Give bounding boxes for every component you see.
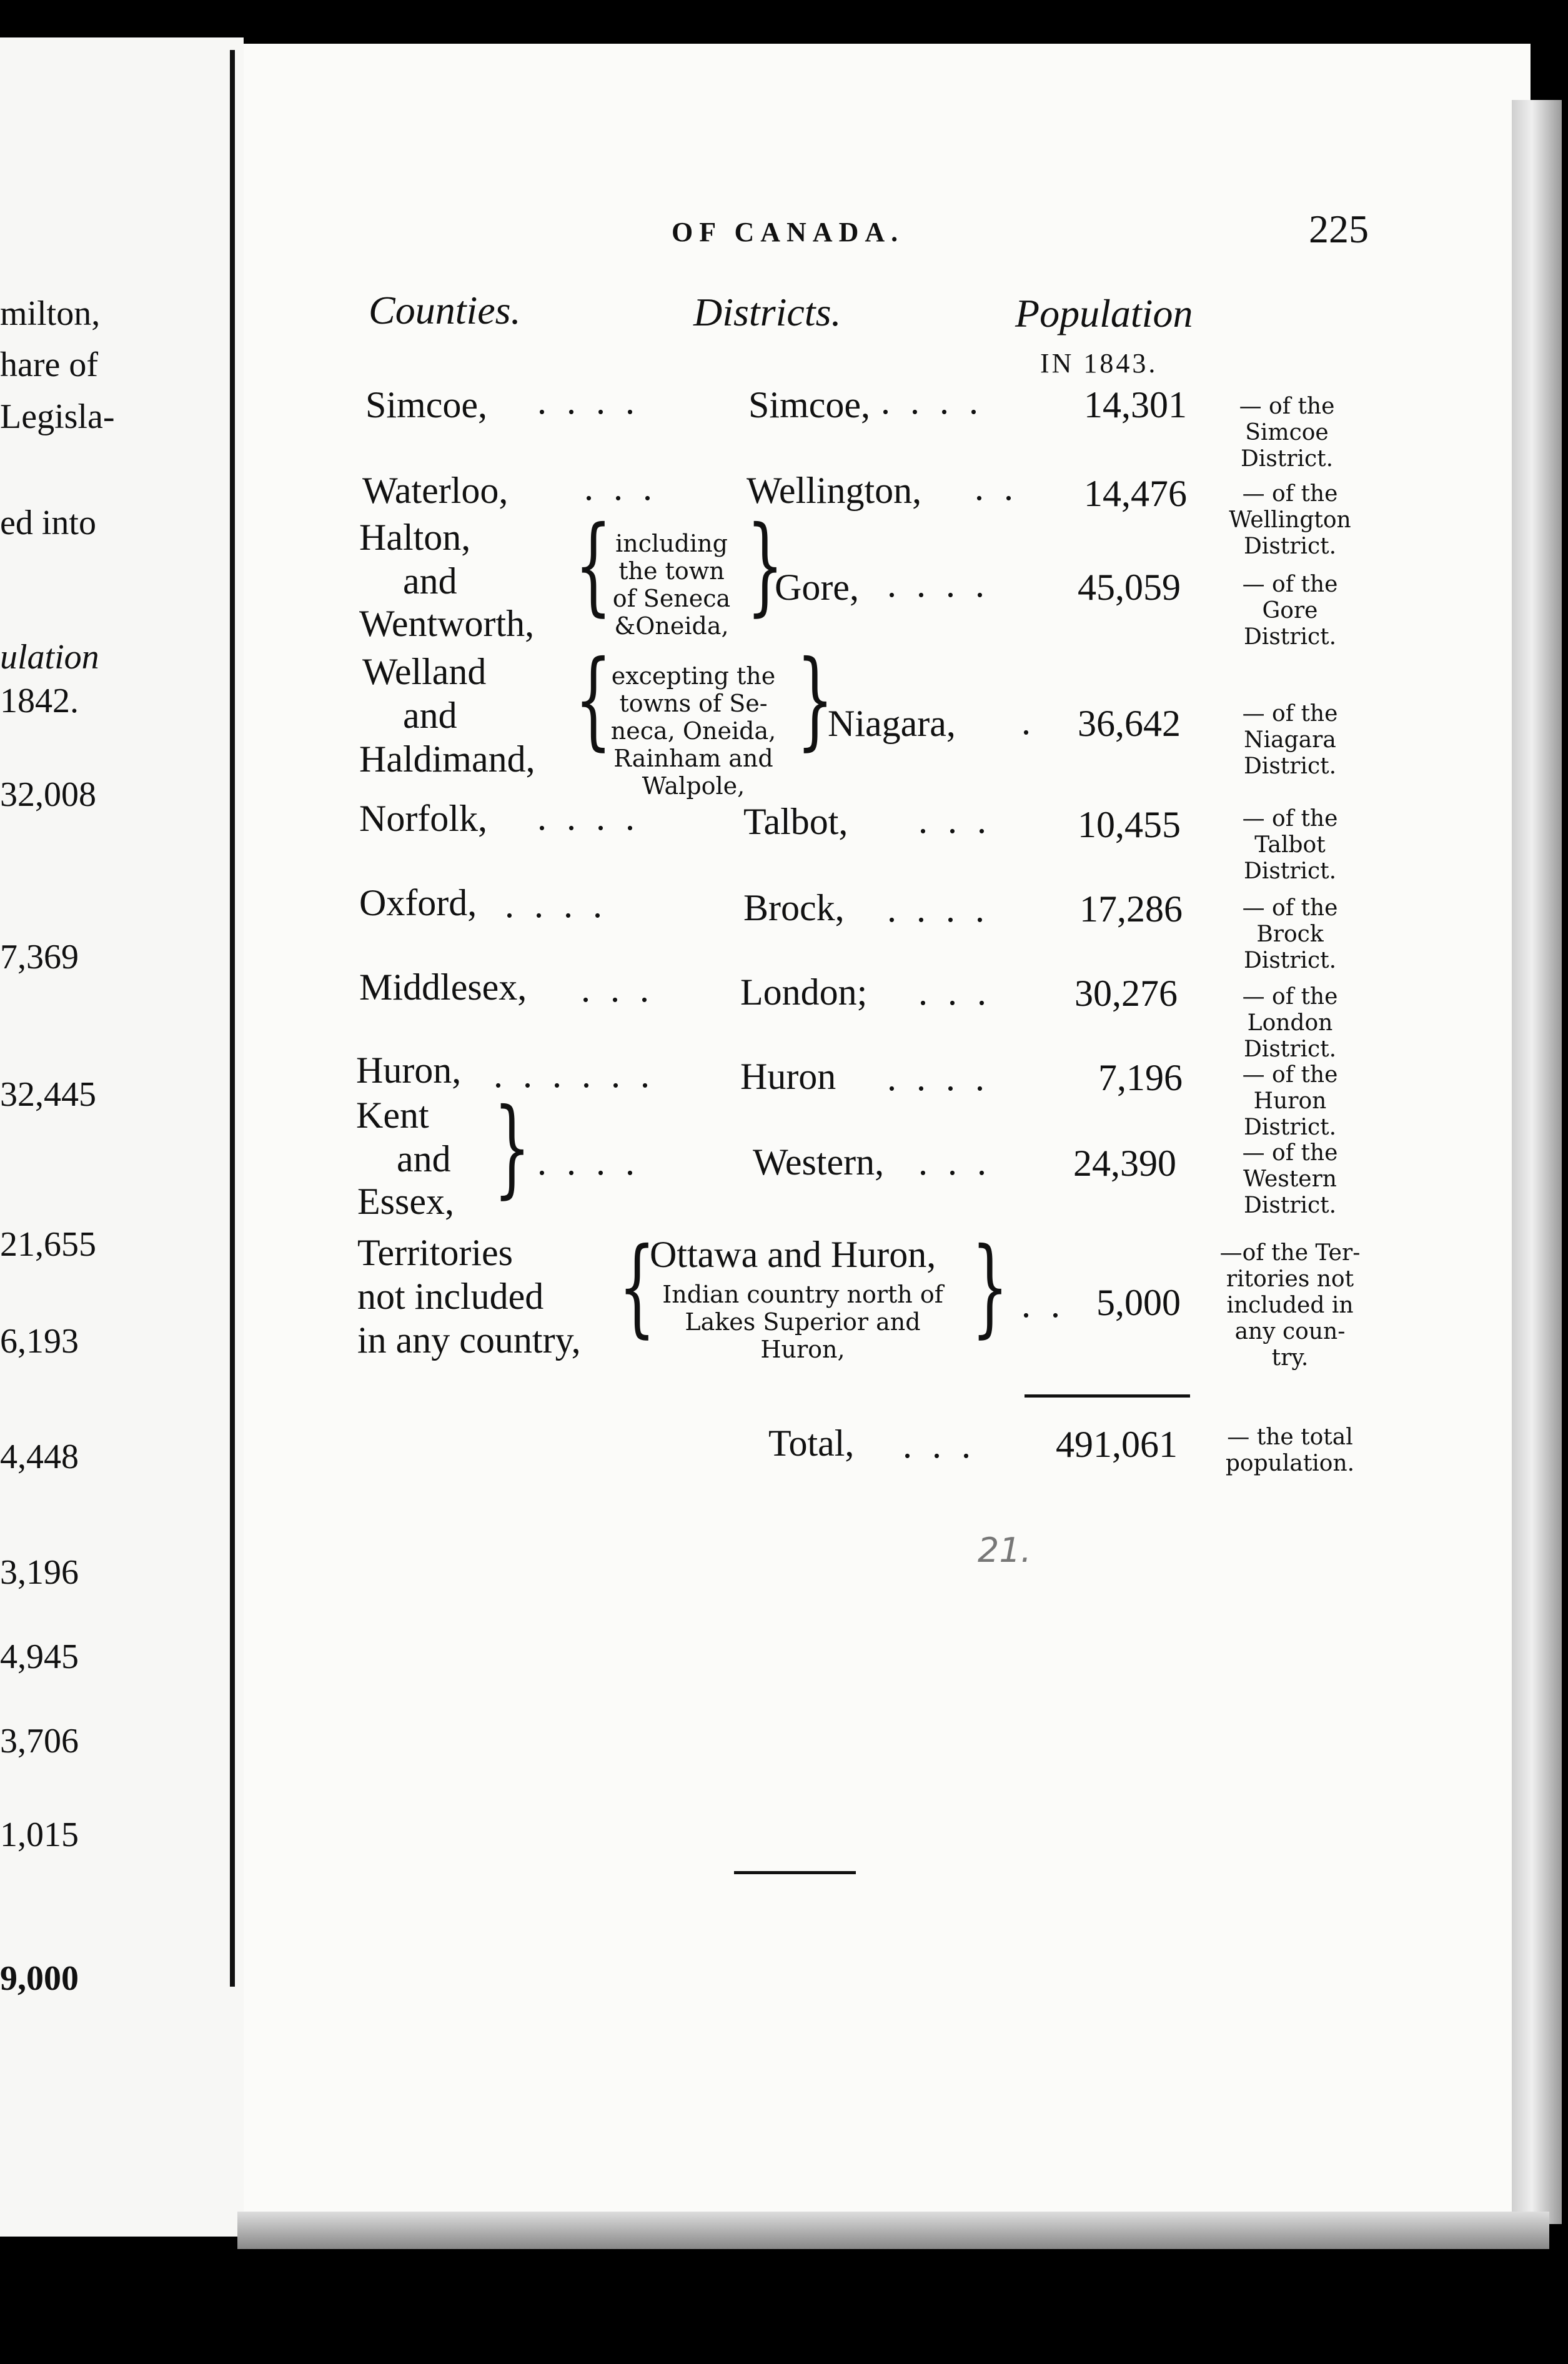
county-cell: and (403, 695, 457, 736)
note-line: population. (1225, 1451, 1355, 1476)
note-line: — the total (1227, 1424, 1353, 1450)
district-cell: Simcoe, (748, 384, 870, 425)
note-line: District. (1243, 534, 1337, 559)
population-cell: 14,301 (1084, 384, 1187, 425)
district-cell: Wellington, (747, 470, 922, 511)
left-text-fragment: 32,008 (0, 775, 96, 814)
brace-open: { (575, 638, 612, 762)
page-number: 225 (1309, 207, 1369, 251)
county-cell: Kent (356, 1095, 429, 1136)
county-cell: and (397, 1138, 451, 1180)
note-line: Simcoe (1245, 420, 1329, 445)
left-text-fragment: 9,000 (0, 1959, 79, 1998)
qualifier-line: including (615, 530, 728, 557)
note-line: District. (1243, 1193, 1337, 1218)
note-line: Western (1243, 1166, 1337, 1192)
leader-dots: ... (918, 800, 1006, 841)
brace-close: } (971, 1225, 1009, 1349)
district-note (1224, 895, 1356, 974)
closing-rule (734, 1871, 856, 1874)
county-cell: Territories (357, 1232, 514, 1273)
population-cell: 30,276 (1074, 973, 1178, 1014)
leader-dots: .. (975, 467, 1033, 508)
population-cell: 17,286 (1079, 888, 1183, 930)
left-text-fragment: 32,445 (0, 1075, 96, 1114)
column-heading-districts: Districts. (693, 290, 841, 334)
leader-dots: .. (1021, 1284, 1080, 1325)
county-cell: Welland (362, 651, 487, 692)
district-note (1228, 572, 1352, 650)
population-cell: 7,196 (1098, 1057, 1183, 1098)
county-cell: Oxford, (359, 882, 477, 923)
county-cell: Simcoe, (365, 384, 487, 425)
note-line: District. (1243, 1036, 1337, 1062)
note-line: District. (1240, 446, 1334, 472)
left-text-fragment: 21,655 (0, 1225, 96, 1264)
note-line: — of the (1242, 895, 1338, 921)
pencil-mark: 21. (978, 1531, 1031, 1570)
left-text-fragment: 3,196 (0, 1553, 79, 1592)
running-title: OF CANADA. (672, 217, 905, 247)
note-line: Brock (1256, 921, 1324, 947)
note-line: District. (1243, 753, 1337, 779)
population-cell: 36,642 (1078, 703, 1181, 744)
page-edge (1512, 100, 1562, 2224)
leader-dots: .... (537, 380, 655, 422)
district-note (1224, 1062, 1356, 1141)
qualifier-line: Walpole, (642, 772, 745, 800)
brace-close: } (747, 504, 784, 627)
district-note (1224, 701, 1356, 780)
county-cell: Norfolk, (359, 798, 487, 839)
district-note (1224, 1140, 1356, 1219)
county-cell: Essex, (357, 1181, 454, 1222)
note-line: Talbot (1254, 832, 1326, 858)
county-cell: Huron, (356, 1050, 462, 1091)
left-text-fragment: 7,369 (0, 938, 79, 976)
note-line: Gore (1262, 598, 1318, 623)
district-cell: Ottawa and Huron, (650, 1234, 936, 1275)
note-line: Niagara (1244, 727, 1336, 753)
county-cell: Wentworth, (359, 603, 535, 644)
note-line: —of the Ter- (1219, 1240, 1361, 1266)
note-line: Wellington (1229, 507, 1351, 533)
leader-dots: .... (887, 888, 1005, 930)
district-note (1224, 394, 1349, 472)
left-text-fragment: 6,193 (0, 1322, 79, 1361)
leader-dots: ... (918, 971, 1006, 1013)
brace-close: } (796, 638, 834, 762)
note-line: — of the (1242, 1140, 1338, 1166)
leader-dots: .... (881, 380, 998, 422)
district-note (1224, 984, 1356, 1063)
district-note (1209, 1240, 1371, 1371)
leader-dots: . (1021, 701, 1051, 742)
left-text-fragment: 3,706 (0, 1722, 79, 1761)
population-cell: 14,476 (1084, 473, 1187, 514)
note-line: — of the (1242, 701, 1338, 727)
note-line: any coun- (1234, 1319, 1346, 1344)
qualifier-line: Lakes Superior and (685, 1308, 921, 1336)
county-qualifier (600, 662, 787, 800)
population-cell: 45,059 (1078, 567, 1181, 608)
brace-open: { (618, 1225, 656, 1349)
left-page-fragment (0, 37, 244, 2237)
left-text-fragment: milton, (0, 294, 101, 333)
qualifier-line: Indian country north of (662, 1281, 943, 1308)
leader-dots: ... (903, 1424, 991, 1466)
note-line: — of the (1242, 572, 1338, 597)
note-line: District. (1243, 858, 1337, 884)
leader-dots: ... (584, 467, 672, 508)
county-qualifier (606, 530, 737, 640)
left-text-fragment: 1,015 (0, 1815, 79, 1854)
leader-dots: ... (918, 1141, 1006, 1183)
note-line: — of the (1239, 394, 1335, 419)
qualifier-line: the town (618, 557, 725, 585)
note-line: ritories not (1226, 1266, 1354, 1292)
brace-open: { (575, 504, 612, 627)
note-line: included in (1226, 1293, 1354, 1318)
district-cell: Western, (753, 1141, 885, 1183)
total-note (1212, 1424, 1368, 1477)
qualifier-line: neca, Oneida, (610, 717, 777, 745)
left-text-fragment: 4,448 (0, 1438, 79, 1476)
qualifier-line: Rainham and (613, 745, 773, 772)
left-text-fragment: 4,945 (0, 1637, 79, 1676)
county-cell: and (403, 560, 457, 602)
district-qualifier (647, 1281, 959, 1363)
district-note (1224, 806, 1356, 885)
column-heading-counties: Counties. (369, 288, 521, 332)
note-line: — of the (1242, 806, 1338, 832)
left-text-fragment: hare of (0, 345, 99, 384)
page-bottom-edge (237, 2212, 1549, 2249)
population-cell: 5,000 (1096, 1282, 1181, 1323)
column-heading-population: Population (1015, 291, 1193, 335)
note-line: — of the (1242, 1062, 1338, 1088)
county-cell: Halton, (359, 517, 471, 558)
note-line: — of the (1242, 984, 1338, 1010)
qualifier-line: &Oneida, (614, 612, 729, 640)
county-cell: not included (357, 1276, 544, 1317)
county-cell: Waterloo, (362, 470, 509, 511)
population-cell: 10,455 (1078, 804, 1181, 845)
total-label: Total, (768, 1423, 855, 1464)
district-note (1218, 481, 1362, 560)
total-rule (1025, 1394, 1190, 1398)
leader-dots: .... (505, 884, 622, 925)
leader-dots: ... (581, 968, 669, 1010)
county-cell: in any country, (357, 1319, 581, 1361)
leader-dots: .... (537, 797, 655, 838)
left-text-fragment: ed into (0, 504, 96, 542)
district-cell: Brock, (743, 887, 845, 928)
left-text-fragment: Legisla- (0, 397, 115, 436)
brace-close: } (494, 1086, 531, 1209)
qualifier-line: Huron, (760, 1336, 845, 1363)
qualifier-line: of Seneca (612, 585, 731, 612)
total-value: 491,061 (1056, 1424, 1178, 1465)
leader-dots: .... (537, 1141, 655, 1183)
district-cell: London; (740, 971, 868, 1013)
leader-dots: ...... (494, 1054, 670, 1095)
note-line: London (1247, 1010, 1333, 1036)
qualifier-line: excepting the (611, 662, 776, 690)
district-cell: Niagara, (828, 703, 956, 744)
left-text-fragment: 1842. (0, 682, 79, 720)
district-cell: Huron (740, 1056, 836, 1097)
note-line: try. (1271, 1345, 1309, 1371)
county-cell: Middlesex, (359, 966, 527, 1008)
column-subheading-year: IN 1843. (1040, 348, 1158, 379)
district-cell: Gore, (775, 567, 859, 608)
note-line: Huron (1253, 1088, 1327, 1114)
qualifier-line: towns of Se- (619, 690, 768, 717)
district-cell: Talbot, (743, 801, 848, 842)
leader-dots: .... (887, 564, 1005, 605)
leader-dots: .... (887, 1057, 1005, 1098)
population-cell: 24,390 (1073, 1143, 1176, 1184)
note-line: District. (1243, 948, 1337, 973)
note-line: District. (1243, 624, 1337, 650)
book-spine (230, 50, 235, 1987)
county-cell: Haldimand, (359, 738, 535, 780)
note-line: — of the (1242, 481, 1338, 507)
note-line: District. (1243, 1115, 1337, 1140)
left-text-fragment: ulation (0, 638, 99, 677)
